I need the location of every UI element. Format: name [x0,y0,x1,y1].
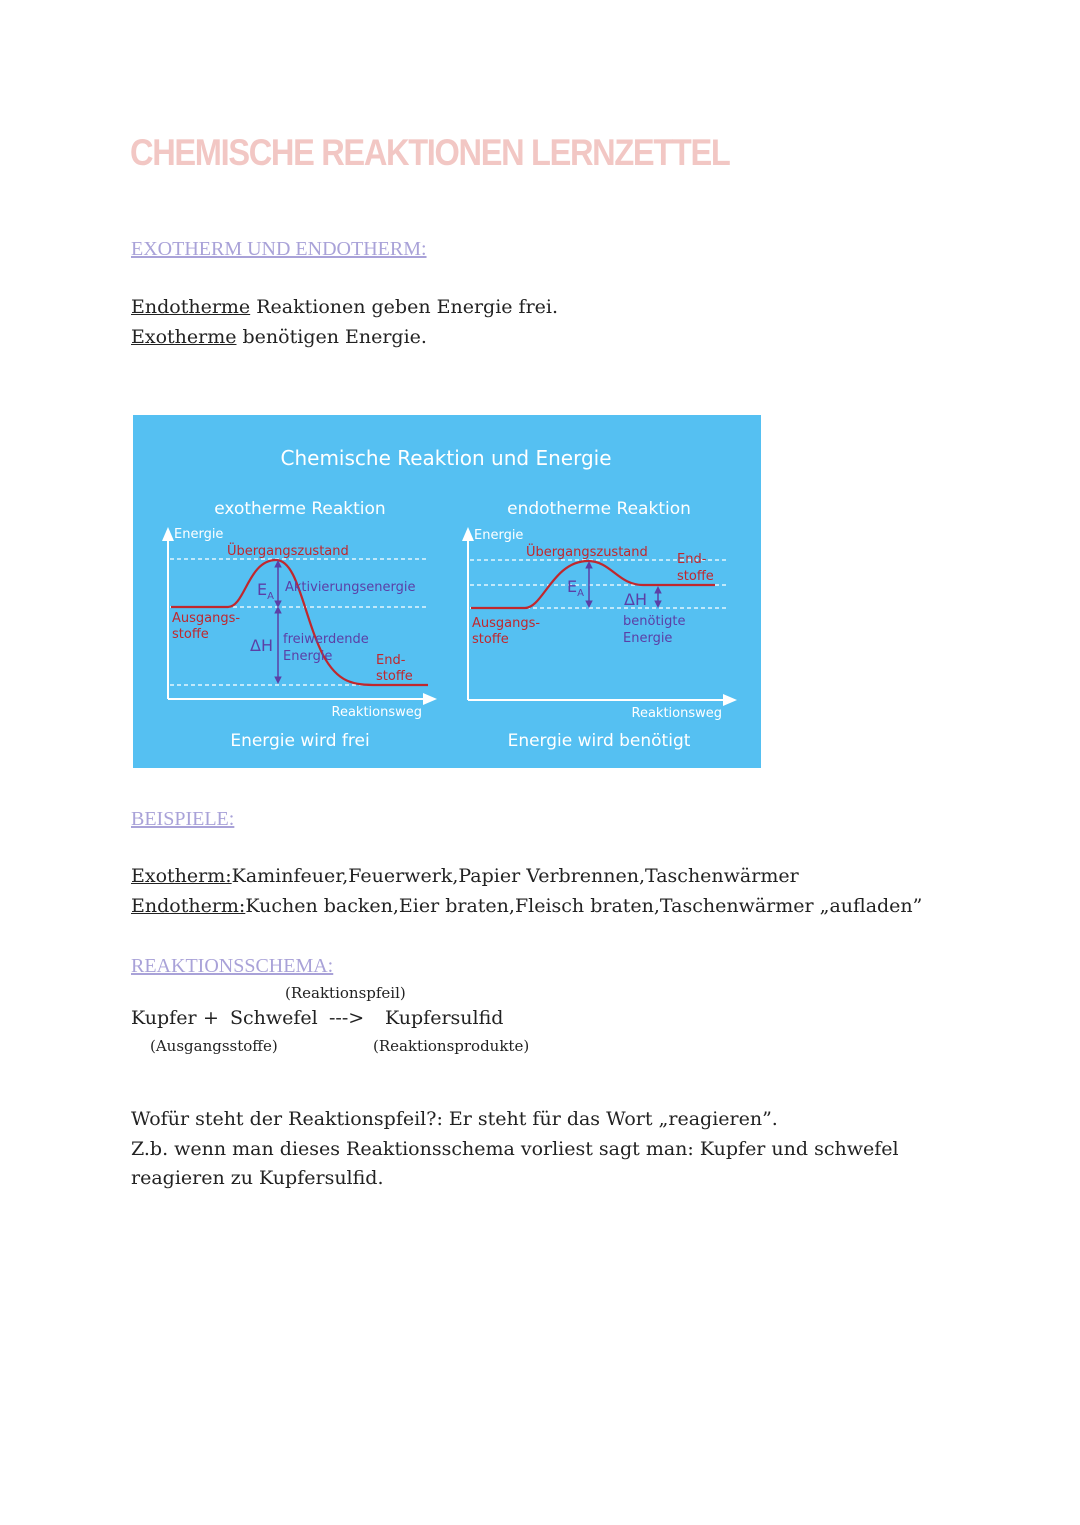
energy-diagram-svg [133,415,761,768]
exo-products-label-2: stoffe [376,669,413,684]
product: Kupfersulfid [385,1007,504,1029]
example-text: Kaminfeuer,Feuerwerk,Papier Verbrennen,Taschenwärmer [231,865,799,887]
definition-term: Exotherme [131,326,237,348]
example-endo [131,895,922,917]
diagram-title: Chemische Reaktion und Energie [280,446,612,470]
endo-reactants-label-2: stoffe [472,632,509,647]
endo-heading: endotherme Reaktion [507,499,691,519]
definition-text: Reaktionen geben Energie frei. [250,296,559,318]
exo-reactants-label-1: Ausgangs- [172,611,241,626]
page-title: CHEMISCHE REAKTIONEN LERNZETTEL [130,132,730,173]
products-label: (Reaktionsprodukte) [373,1037,530,1055]
exo-released-label-1: freiwerdende [283,632,369,647]
exo-panel [168,499,431,751]
example-exo [131,865,799,887]
exo-ea-label: $E_A$ [257,580,274,602]
section-heading-exo-endo: EXOTHERM UND ENDOTHERM: [131,238,427,260]
endo-products-label-2: stoffe [677,569,714,584]
section-heading-schema: REAKTIONSSCHEMA: [131,955,334,977]
endo-products-label-1: End- [677,552,707,567]
definition-line-2 [131,326,427,348]
endo-x-label: Reaktionsweg [631,706,722,721]
endo-ea-label: $E_A$ [567,577,584,599]
exo-heading: exotherme Reaktion [214,499,386,519]
exo-released-label-2: Energie [283,649,333,664]
example-text: Kuchen backen,Eier braten,Fleisch braten,Taschenwärmer „aufladen” [245,895,923,917]
endo-panel [468,499,731,751]
exo-transition-label: Übergangszustand [227,544,349,559]
reactants-label: (Ausgangsstoffe) [150,1037,278,1055]
exo-y-label: Energie [174,527,224,542]
endo-y-label: Energie [474,528,524,543]
exo-products-label-1: End- [376,653,406,668]
exo-footer: Energie wird frei [230,731,370,751]
definition-text: benötigen Energie. [236,326,427,348]
reactant-2: Schwefel [230,1007,318,1029]
exo-x-label: Reaktionsweg [331,705,422,720]
endo-reactants-label-1: Ausgangs- [472,616,541,631]
reaction-arrow: ---> [329,1007,365,1029]
endo-delta-h-label: ΔH [624,590,647,609]
example-term: Exotherm: [131,865,232,887]
endo-required-label-1: benötigte [623,614,686,629]
definition-line-1 [131,296,558,318]
definition-term: Endotherme [131,296,251,318]
section-heading-beispiele: BEISPIELE: [131,808,235,830]
explanation-line-3: reagieren zu Kupfersulfid. [131,1167,384,1189]
reactant-1: Kupfer [131,1007,197,1029]
exo-delta-h-label: ΔH [250,636,273,655]
example-term: Endotherm: [131,895,246,917]
endo-required-label-2: Energie [623,631,673,646]
exo-activation-label: Aktivierungsenergie [285,580,416,595]
energy-diagram [133,415,761,768]
endo-transition-label: Übergangszustand [526,545,648,560]
arrow-label: (Reaktionspfeil) [285,984,406,1002]
exo-reactants-label-2: stoffe [172,627,209,642]
endo-footer: Energie wird benötigt [507,731,691,751]
explanation-line-1: Wofür steht der Reaktionspfeil?: Er steht für das Wort „reagieren”. [131,1108,778,1130]
explanation-line-2: Z.b. wenn man dieses Reaktionsschema vorliest sagt man: Kupfer und schwefel [131,1138,899,1160]
plus-sign: + [203,1007,219,1029]
